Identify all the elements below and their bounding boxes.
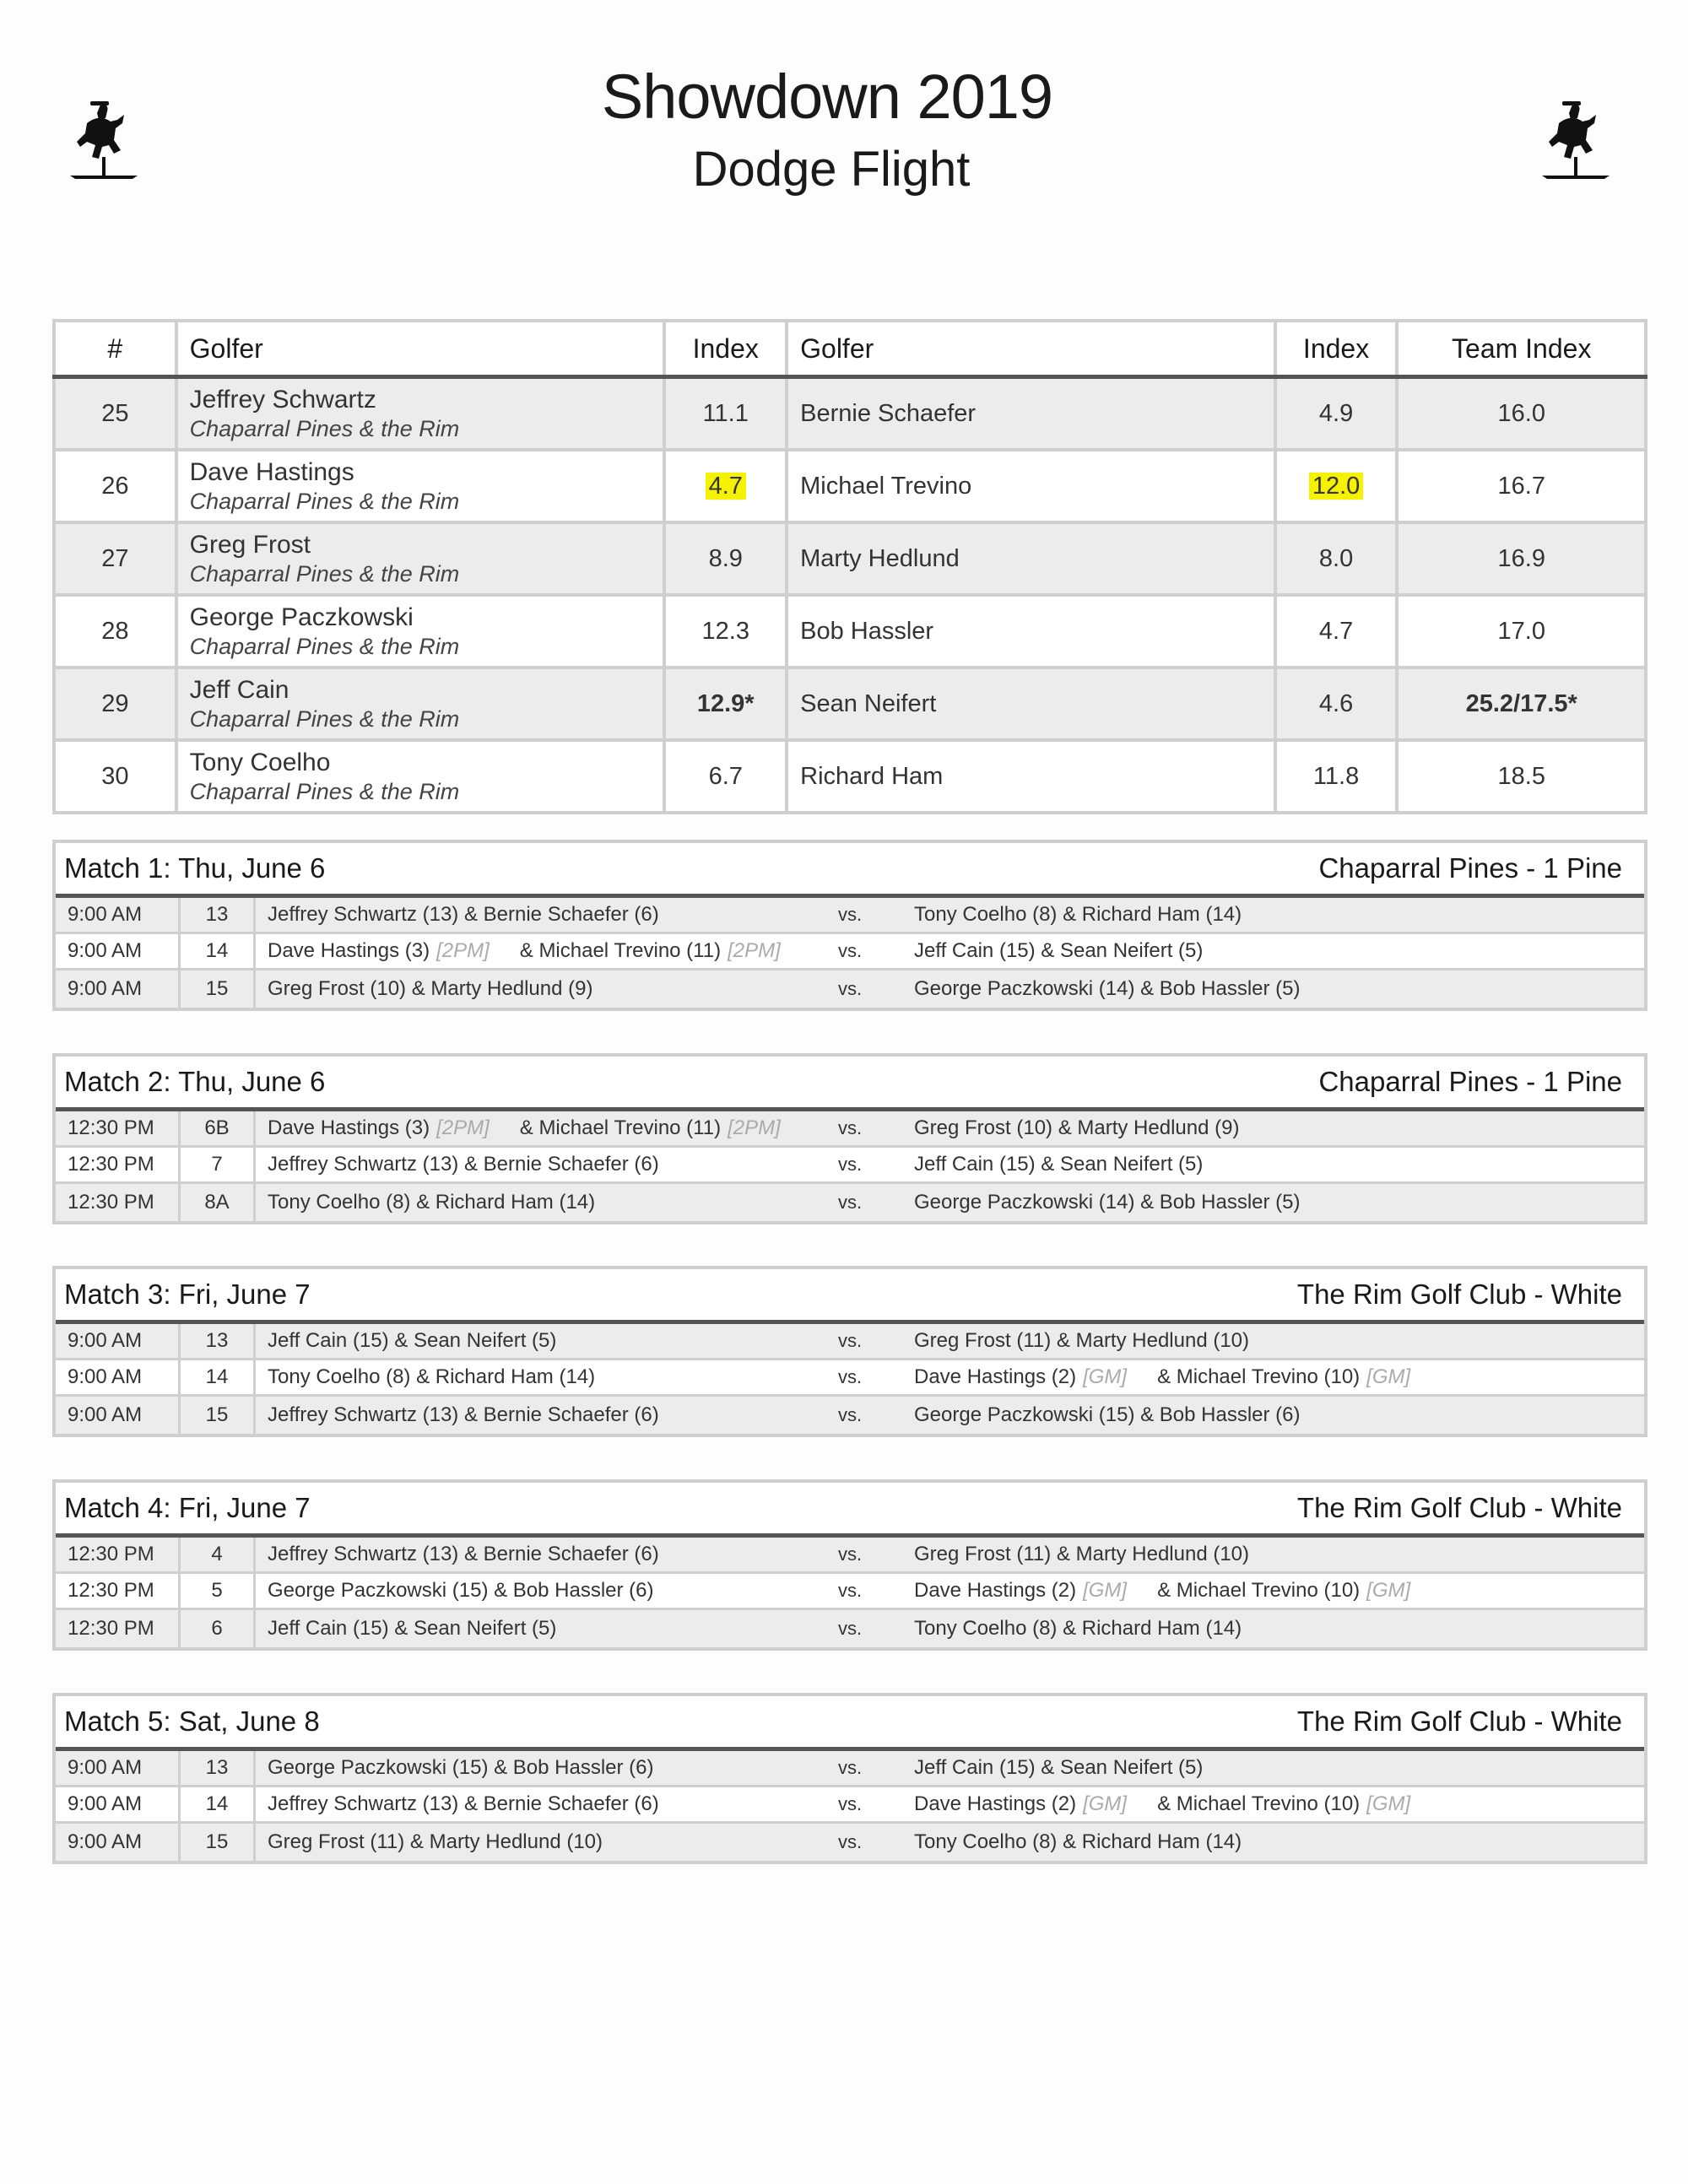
team-index: 16.7 <box>1397 450 1646 522</box>
golfer-index-cell <box>664 450 787 522</box>
team-right <box>914 1579 1644 1603</box>
team-names: Tony Coelho (8) & Richard Ham (14) <box>914 903 1242 926</box>
versus-label: vs. <box>838 1330 863 1351</box>
versus-label: vs. <box>838 1757 863 1778</box>
golfer-name: Tony Coelho <box>189 748 331 776</box>
team-number: 26 <box>54 450 176 522</box>
col-header-golfer: Golfer <box>176 321 665 377</box>
match-row <box>56 970 1644 1008</box>
match-course: The Rim Golf Club - White <box>1296 1279 1622 1310</box>
match-row <box>56 1751 1644 1787</box>
team-names: Tony Coelho (8) & Richard Ham (14) <box>914 1617 1242 1640</box>
player-name: Dave Hastings (3) <box>268 939 430 962</box>
team-names: Jeffrey Schwartz (13) & Bernie Schaefer (6) <box>268 1153 659 1176</box>
team-right <box>914 977 1644 1001</box>
golfer-club: Chaparral Pines & the Rim <box>189 415 460 441</box>
team-names: Jeff Cain (15) & Sean Neifert (5) <box>914 1756 1204 1779</box>
team-names: Tony Coelho (8) & Richard Ham (14) <box>914 1830 1242 1853</box>
match-block <box>52 1053 1647 1224</box>
team-names: Jeffrey Schwartz (13) & Bernie Schaefer (6) <box>268 1792 659 1815</box>
col-header-index: Index <box>1275 321 1398 377</box>
team-names: George Paczkowski (15) & Bob Hassler (6) <box>268 1579 654 1602</box>
golfer-name: George Paczkowski <box>189 603 414 631</box>
team-left <box>256 1365 838 1389</box>
match-row <box>56 1324 1644 1360</box>
match-row <box>56 1574 1644 1610</box>
team-names: Tony Coelho (8) & Richard Ham (14) <box>268 1365 596 1388</box>
partner-name: Michael Trevino <box>787 450 1275 522</box>
player-name: Dave Hastings (2) <box>914 1579 1077 1602</box>
partner-name: Bob Hassler <box>787 595 1275 668</box>
player-name: & Michael Trevino (10) <box>1157 1792 1361 1815</box>
team-left <box>256 1617 838 1641</box>
team-left <box>256 1403 838 1427</box>
tee-note: [2PM] <box>436 1116 490 1139</box>
tee-time: 12:30 PM <box>56 1184 181 1221</box>
team-number: 29 <box>54 668 176 740</box>
match-row <box>56 1787 1644 1824</box>
match-title: Match 3: Fri, June 7 <box>64 1279 311 1310</box>
tee-note: [GM] <box>1366 1365 1411 1388</box>
tee-note: [2PM] <box>728 1116 781 1139</box>
partner-index: 11.8 <box>1275 740 1398 813</box>
team-right <box>914 939 1644 963</box>
starting-hole: 7 <box>181 1148 256 1181</box>
team-index: 17.0 <box>1397 595 1646 668</box>
match-row <box>56 934 1644 970</box>
team-names: Jeff Cain (15) & Sean Neifert (5) <box>914 1153 1204 1176</box>
tee-time: 9:00 AM <box>56 1824 181 1861</box>
starting-hole: 13 <box>181 1324 256 1358</box>
starting-hole: 14 <box>181 1787 256 1821</box>
golfer-name: Jeff Cain <box>189 675 289 704</box>
tee-time: 9:00 AM <box>56 1360 181 1394</box>
team-left <box>256 1543 838 1566</box>
team-right <box>914 903 1644 927</box>
tee-time: 12:30 PM <box>56 1574 181 1608</box>
starting-hole: 5 <box>181 1574 256 1608</box>
golfer-cell <box>176 668 665 740</box>
tee-time: 12:30 PM <box>56 1538 181 1571</box>
golfer-name: Greg Frost <box>189 530 311 559</box>
col-header-golfer: Golfer <box>787 321 1275 377</box>
match-title: Match 4: Fri, June 7 <box>64 1492 311 1523</box>
match-course: The Rim Golf Club - White <box>1296 1492 1622 1523</box>
team-left <box>256 903 838 927</box>
team-number: 25 <box>54 377 176 451</box>
starting-hole: 6 <box>181 1610 256 1647</box>
partner-index: 4.7 <box>1275 595 1398 668</box>
tee-time: 12:30 PM <box>56 1111 181 1145</box>
versus-label: vs. <box>838 1154 863 1175</box>
player-name: & Michael Trevino (10) <box>1157 1365 1361 1388</box>
partner-index: 12.0 <box>1309 473 1363 500</box>
golfer-club: Chaparral Pines & the Rim <box>189 633 460 659</box>
golfer-cell <box>176 522 665 595</box>
tee-note: [GM] <box>1083 1579 1128 1602</box>
tee-time: 12:30 PM <box>56 1610 181 1647</box>
team-right <box>914 1153 1644 1176</box>
golfer-index: 6.7 <box>664 740 787 813</box>
team-left <box>256 1579 838 1603</box>
versus-label: vs. <box>838 1117 863 1138</box>
partner-index: 4.9 <box>1275 377 1398 451</box>
team-names: Greg Frost (11) & Marty Hedlund (10) <box>914 1543 1250 1565</box>
match-block <box>52 840 1647 1011</box>
versus-label: vs. <box>838 1404 863 1425</box>
team-left <box>256 1191 838 1214</box>
team-left <box>256 1756 838 1780</box>
team-left <box>256 1153 838 1176</box>
table-row <box>54 377 1646 451</box>
team-right <box>914 1830 1644 1854</box>
page-title: Showdown 2019 <box>601 62 1053 132</box>
tee-note: [GM] <box>1083 1365 1128 1388</box>
tee-time: 12:30 PM <box>56 1148 181 1181</box>
team-right <box>914 1329 1644 1353</box>
team-names: Jeff Cain (15) & Sean Neifert (5) <box>268 1617 557 1640</box>
team-names: Jeffrey Schwartz (13) & Bernie Schaefer (6) <box>268 1543 659 1565</box>
table-row <box>54 450 1646 522</box>
page-subtitle: Dodge Flight <box>692 142 971 197</box>
golfer-index: 12.9* <box>664 668 787 740</box>
versus-label: vs. <box>838 1831 863 1852</box>
versus-label: vs. <box>838 1793 863 1814</box>
tee-time: 9:00 AM <box>56 934 181 968</box>
match-row <box>56 1184 1644 1221</box>
team-left <box>256 1329 838 1353</box>
team-number: 30 <box>54 740 176 813</box>
match-header <box>56 1696 1644 1751</box>
versus-label: vs. <box>838 978 863 999</box>
match-course: Chaparral Pines - 1 Pine <box>1318 1066 1622 1097</box>
tee-time: 9:00 AM <box>56 898 181 932</box>
team-left <box>256 1792 838 1816</box>
team-right <box>914 1543 1644 1566</box>
golfer-club: Chaparral Pines & the Rim <box>189 560 460 587</box>
team-names: Jeff Cain (15) & Sean Neifert (5) <box>914 939 1204 962</box>
col-header-number: # <box>54 321 176 377</box>
team-names: George Paczkowski (14) & Bob Hassler (5) <box>914 1191 1301 1214</box>
match-header <box>56 1483 1644 1538</box>
team-names: Tony Coelho (8) & Richard Ham (14) <box>268 1191 596 1214</box>
partner-index: 8.0 <box>1275 522 1398 595</box>
versus-label: vs. <box>838 1192 863 1213</box>
player-name: Dave Hastings (2) <box>914 1365 1077 1388</box>
team-right <box>914 1792 1644 1816</box>
match-row <box>56 1610 1644 1647</box>
match-block <box>52 1266 1647 1437</box>
table-row <box>54 522 1646 595</box>
starting-hole: 8A <box>181 1184 256 1221</box>
golfer-index: 11.1 <box>664 377 787 451</box>
match-course: Chaparral Pines - 1 Pine <box>1318 852 1622 884</box>
col-header-index: Index <box>664 321 787 377</box>
player-name: Dave Hastings (3) <box>268 1116 430 1139</box>
roster-table <box>52 319 1647 814</box>
starting-hole: 4 <box>181 1538 256 1571</box>
golfer-name: Dave Hastings <box>189 457 354 486</box>
starting-hole: 14 <box>181 1360 256 1394</box>
golfer-index: 8.9 <box>664 522 787 595</box>
team-left <box>256 939 838 963</box>
team-right <box>914 1756 1644 1780</box>
tee-time: 9:00 AM <box>56 1324 181 1358</box>
versus-label: vs. <box>838 940 863 961</box>
match-header <box>56 1269 1644 1324</box>
team-index: 25.2/17.5* <box>1397 668 1646 740</box>
golfer-club: Chaparral Pines & the Rim <box>189 705 460 732</box>
player-name: & Michael Trevino (10) <box>1157 1579 1361 1602</box>
team-left <box>256 977 838 1001</box>
match-title: Match 1: Thu, June 6 <box>64 852 326 884</box>
golfer-name: Jeffrey Schwartz <box>189 385 376 414</box>
team-names: Greg Frost (11) & Marty Hedlund (10) <box>914 1329 1250 1352</box>
page-header <box>0 59 1688 199</box>
golfer-cell <box>176 450 665 522</box>
team-names: Greg Frost (11) & Marty Hedlund (10) <box>268 1830 603 1853</box>
match-title: Match 5: Sat, June 8 <box>64 1706 320 1737</box>
match-row <box>56 1824 1644 1861</box>
team-names: Greg Frost (10) & Marty Hedlund (9) <box>914 1116 1240 1139</box>
starting-hole: 6B <box>181 1111 256 1145</box>
golfer-index: 4.7 <box>706 473 746 500</box>
golfer-cell <box>176 377 665 451</box>
match-block <box>52 1479 1647 1651</box>
tee-time: 9:00 AM <box>56 1751 181 1785</box>
table-row <box>54 668 1646 740</box>
versus-label: vs. <box>838 1580 863 1601</box>
player-name: & Michael Trevino (11) <box>519 1116 722 1139</box>
team-names: George Paczkowski (15) & Bob Hassler (6) <box>268 1756 654 1779</box>
tee-time: 9:00 AM <box>56 1787 181 1821</box>
team-right <box>914 1403 1644 1427</box>
team-names: Jeff Cain (15) & Sean Neifert (5) <box>268 1329 557 1352</box>
tee-note: [2PM] <box>728 939 781 962</box>
partner-index: 4.6 <box>1275 668 1398 740</box>
team-left <box>256 1116 838 1140</box>
team-number: 27 <box>54 522 176 595</box>
team-index: 16.9 <box>1397 522 1646 595</box>
match-header <box>56 1057 1644 1111</box>
tee-note: [GM] <box>1083 1792 1128 1815</box>
starting-hole: 14 <box>181 934 256 968</box>
starting-hole: 15 <box>181 1824 256 1861</box>
versus-label: vs. <box>838 1366 863 1387</box>
golfer-club: Chaparral Pines & the Rim <box>189 778 460 804</box>
tee-note: [2PM] <box>436 939 490 962</box>
team-left <box>256 1830 838 1854</box>
tee-note: [GM] <box>1366 1792 1411 1815</box>
golfer-cell <box>176 740 665 813</box>
match-header <box>56 843 1644 898</box>
partner-name: Sean Neifert <box>787 668 1275 740</box>
team-names: George Paczkowski (15) & Bob Hassler (6) <box>914 1403 1301 1426</box>
versus-label: vs. <box>838 1618 863 1639</box>
match-title: Match 2: Thu, June 6 <box>64 1066 326 1097</box>
team-right <box>914 1116 1644 1140</box>
match-row <box>56 1111 1644 1148</box>
tee-time: 9:00 AM <box>56 1397 181 1434</box>
partner-name: Marty Hedlund <box>787 522 1275 595</box>
player-name: Dave Hastings (2) <box>914 1792 1077 1815</box>
team-right <box>914 1617 1644 1641</box>
versus-label: vs. <box>838 1543 863 1565</box>
match-row <box>56 1397 1644 1434</box>
player-name: & Michael Trevino (11) <box>519 939 722 962</box>
match-row <box>56 1148 1644 1184</box>
team-names: Jeffrey Schwartz (13) & Bernie Schaefer (6) <box>268 903 659 926</box>
roster-header-row <box>54 321 1646 377</box>
team-names: George Paczkowski (14) & Bob Hassler (5) <box>914 977 1301 1000</box>
match-row <box>56 898 1644 934</box>
col-header-team-index: Team Index <box>1397 321 1646 377</box>
team-index: 18.5 <box>1397 740 1646 813</box>
starting-hole: 15 <box>181 1397 256 1434</box>
partner-name: Bernie Schaefer <box>787 377 1275 451</box>
team-names: Jeffrey Schwartz (13) & Bernie Schaefer (6) <box>268 1403 659 1426</box>
golfer-cell <box>176 595 665 668</box>
partner-name: Richard Ham <box>787 740 1275 813</box>
match-row <box>56 1538 1644 1574</box>
golfer-index: 12.3 <box>664 595 787 668</box>
team-right <box>914 1365 1644 1389</box>
starting-hole: 15 <box>181 970 256 1008</box>
versus-label: vs. <box>838 904 863 925</box>
table-row <box>54 740 1646 813</box>
tee-time: 9:00 AM <box>56 970 181 1008</box>
table-row <box>54 595 1646 668</box>
match-block <box>52 1693 1647 1864</box>
partner-index-cell <box>1275 450 1398 522</box>
tee-note: [GM] <box>1366 1579 1411 1602</box>
match-course: The Rim Golf Club - White <box>1296 1706 1622 1737</box>
starting-hole: 13 <box>181 898 256 932</box>
team-number: 28 <box>54 595 176 668</box>
golfer-club: Chaparral Pines & the Rim <box>189 488 460 514</box>
team-right <box>914 1191 1644 1214</box>
starting-hole: 13 <box>181 1751 256 1785</box>
team-names: Greg Frost (10) & Marty Hedlund (9) <box>268 977 593 1000</box>
match-row <box>56 1360 1644 1397</box>
team-index: 16.0 <box>1397 377 1646 451</box>
